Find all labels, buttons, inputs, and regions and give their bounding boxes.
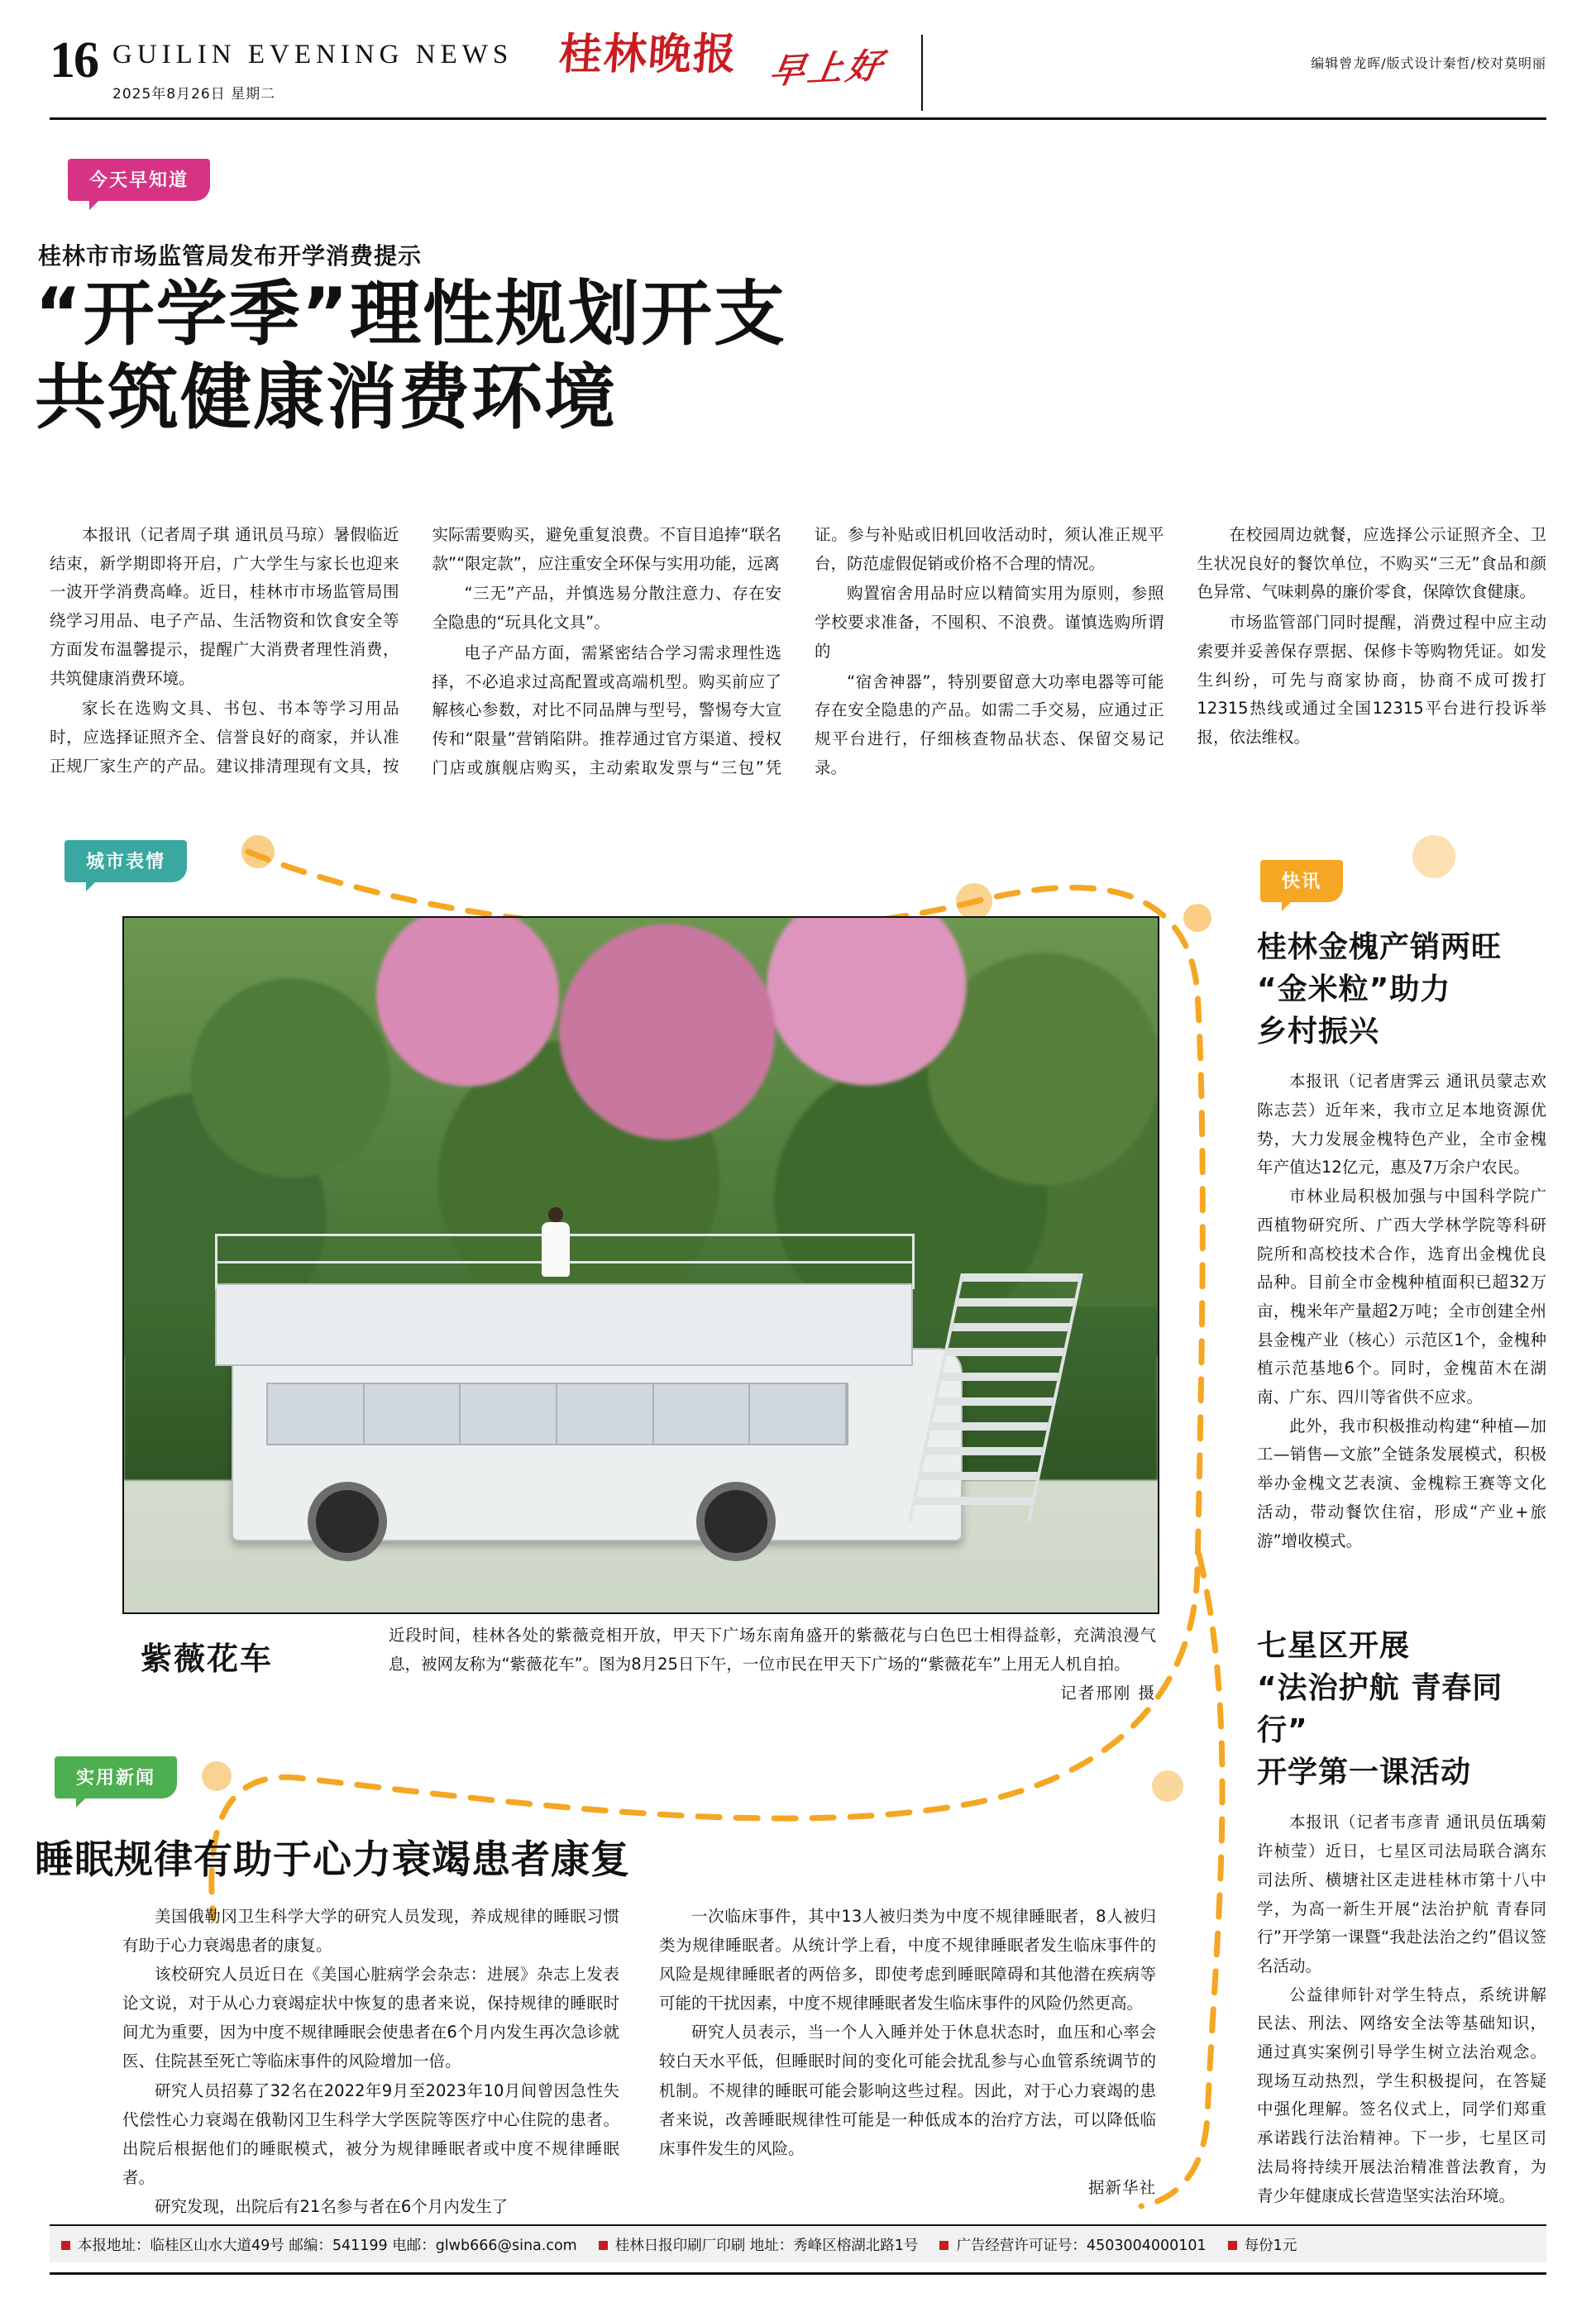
practical-paragraph: 一次临床事件，其中13人被归类为中度不规律睡眠者，8人被归类为规律睡眠者。从统计学上看，中度不规律睡眠者发生临床事件的风险是规律睡眠者的两倍多，即使考虑到睡眠障碍和其他潜在疾病等可能的干扰因素，中度不规律睡眠者发生临床事件的风险仍然更高。 (659, 1907, 1156, 2013)
lead-paragraph: 本报讯（记者周子琪 通讯员马琼）暑假临近结束，新学期即将开启，广大学生与家长也迎来一波开学消费高峰。近日，桂林市市场监管局围绕学习用品、电子产品、生活物资和饮食安全等方面发布温馨提示，提醒广大消费者理性消费，共筑健康消费环境。 (50, 525, 399, 688)
lead-paragraph: 市场监管部门同时提醒，消费过程中应主动索要并妥善保存票据、保修卡等购物凭证。如发生纠纷，可先与商家协商，协商不成可拨打12315热线或通过全国12315平台进行投诉举报，依法维权。 (1197, 613, 1546, 747)
masthead-divider (921, 35, 923, 111)
rail-story-1-headline-line-2: “金米粒”助力 (1257, 972, 1451, 1007)
photo-person-on-roof (542, 1207, 570, 1287)
rail-story-2-headline (1257, 1625, 1546, 1794)
masthead-english-title: GUILIN EVENING NEWS (112, 40, 514, 69)
section-tag-practical: 实用新闻 (55, 1756, 177, 1798)
masthead-credits-line: 编辑曾龙晖/版式设计秦哲/校对莫明丽 (1311, 55, 1546, 71)
lead-headline-line-1: “开学季”理性规划开支 (35, 273, 787, 356)
rail-story-1-headline-line-3: 乡村振兴 (1257, 1015, 1380, 1049)
rail-story-2-paragraph: 公益律师针对学生特点，系统讲解民法、刑法、网络安全法等基础知识，通过真实案例引导学生树立法治观念。现场互动热烈，学生积极提问，在答疑中强化理解。签名仪式上，同学们郑重承诺践行法治精神。下一步，七星区司法局将持续开展法治精准普法教育，为青少年健康成长营造坚实法治环境。 (1257, 1985, 1546, 2205)
photo-bus-wheel (696, 1482, 776, 1561)
city-photo (122, 916, 1159, 1614)
footer-item-text: 本报地址：临桂区山水大道49号 邮编：541199 电邮：glwb666@sina.com (78, 2237, 577, 2254)
rail-story-1-paragraph: 本报讯（记者唐霁云 通讯员蒙志欢 陈志芸）近年来，我市立足本地资源优势，大力发展金槐特色产业，全市金槐年产值达12亿元，惠及7万余户农民。 (1257, 1072, 1546, 1177)
footer-bar (50, 2224, 1546, 2262)
rail-story-2-body (1257, 1808, 1546, 2210)
footer-item (939, 2234, 1206, 2255)
lead-headline (35, 273, 1068, 441)
practical-paragraph: 研究人员表示，当一个人入睡并处于休息状态时，血压和心率会较白天水平低，但睡眠时间的变化可能会扰乱参与心血管系统调节的机制。不规律的睡眠可能会影响这些过程。因此，对于心力衰竭的患者来说，改善睡眠规律性可能是一种低成本的治疗方法，可以降低临床事件发生的风险。 (659, 2023, 1156, 2158)
lead-paragraph: “三无”产品，并慎选易分散注意力、存在安全隐患的“玩具化文具”。 (432, 584, 781, 633)
practical-body (122, 1902, 1156, 2221)
rail-story-1-headline (1257, 926, 1546, 1053)
practical-paragraph: 研究人员招募了32名在2022年9月至2023年10月间曾因急性失代偿性心力衰竭在俄勒冈卫生科学大学医院等医疗中心住院的患者。出院后根据他们的睡眠模式，被分为规律睡眠者或中度不规律睡眠者。 (122, 2080, 619, 2187)
page-number: 16 (50, 32, 98, 88)
masthead-logo: 桂林晚报 (557, 29, 740, 79)
footer-item (61, 2234, 577, 2255)
footer-item-text: 广告经营许可证号：4503004000101 (956, 2237, 1207, 2254)
masthead (50, 29, 1546, 120)
footer-item-text: 桂林日报印刷厂印刷 地址：秀峰区榕湖北路1号 (614, 2237, 919, 2254)
practical-paragraph: 美国俄勒冈卫生科学大学的研究人员发现，养成规律的睡眠习惯有助于心力衰竭患者的康复。 (122, 1907, 619, 1956)
rail-story-2-headline-line-1: 七星区开展 (1257, 1629, 1411, 1663)
footer-item-text: 每份1元 (1244, 2237, 1297, 2254)
photo-credit: 记者邢刚 摄 (1060, 1684, 1156, 1703)
photo-bus-windows (266, 1383, 848, 1445)
section-tag-flash: 快讯 (1260, 860, 1343, 902)
rail-story-2-headline-line-2: “法治护航 青春同行” (1257, 1671, 1503, 1748)
footer-rule (50, 2272, 1546, 2275)
lead-paragraph: 电子产品方面，需紧密结合学习需求理性选择，不必追求过高配置或高端机型。购买前应了解核心参数，对比不同品牌与型号，警惕夸大宣传和“限量”营销陷阱。推荐通过官方渠道、授权门店或旗舰店购买，主动索取发票与“三包”凭证。参与补贴或旧机回收活动时，须认准正规平台，防范虚假促销或价格不合理的情况。 (432, 525, 1164, 777)
rail-story-1-body (1257, 1068, 1546, 1555)
masthead-left (50, 32, 514, 103)
masthead-credits (1311, 35, 1546, 74)
practical-paragraph: 该校研究人员近日在《美国心脏病学会杂志：进展》杂志上发表论文说，对于从心力衰竭症状中恢复的患者来说，保持规律的睡眠时间尤为重要，因为中度不规律睡眠会使患者在6个月内发生再次急诊就医、住院甚至死亡等临床事件的风险增加一倍。 (122, 1965, 619, 2071)
rail-story-2-paragraph: 本报讯（记者韦彦青 通讯员伍瑀菊 许桢莹）近日，七星区司法局联合漓东司法所、横塘社区走进桂林市第十八中学，为高一新生开展“法治护航 青春同行”开学第一课暨“我赴法治之约”倡议签名活动。 (1257, 1813, 1546, 1975)
photo-bus-wheel (308, 1482, 387, 1561)
rail-story-1-headline-line-1: 桂林金槐产销两旺 (1257, 930, 1503, 964)
photo-flower-bus (232, 1348, 963, 1541)
lead-kicker: 桂林市市场监管局发布开学消费提示 (38, 242, 423, 270)
rail-story-1-paragraph: 市林业局积极加强与中国科学院广西植物研究所、广西大学林学院等科研院所和高校技术合作，选育出金槐优良品种。目前全市金槐种植面积已超32万亩，槐米年产量超2万吨；全市创建全州县金槐产业（核心）示范区1个，金槐种植示范基地6个。同时，金槐苗木在湖南、广东、四川等省供不应求。 (1257, 1187, 1546, 1407)
photo-caption-body (389, 1621, 1156, 1708)
rail-story-2 (1257, 1625, 1546, 2210)
practical-source: 据新华社 (1087, 2177, 1156, 2197)
footer-item (1228, 2234, 1297, 2255)
footer-item (599, 2234, 919, 2255)
section-tag-today: 今天早知道 (68, 159, 210, 201)
lead-body (50, 521, 1546, 782)
photo-caption-text: 近段时间，桂林各处的紫薇竞相开放，甲天下广场东南角盛开的紫薇花与白色巴士相得益彰，充满浪漫气息，被网友称为“紫薇花车”。图为8月25日下午，一位市民在甲天下广场的“紫薇花车”上用无人机自拍。 (389, 1626, 1156, 1674)
lead-headline-line-2: 共筑健康消费环境 (35, 356, 617, 440)
lead-paragraph: 购置宿舍用品时应以精简实用为原则，参照学校要求准备，不囤积、不浪费。谨慎选购所谓的 (815, 584, 1164, 661)
masthead-date: 2025年8月26日 星期二 (112, 86, 276, 103)
rail-story-1-paragraph: 此外，我市积极推动构建“种植—加工—销售—文旅”全链条发展模式，积极举办金槐文艺表演、金槐粽王赛等文化活动，带动餐饮住宿，形成“产业+旅游”增收模式。 (1257, 1416, 1546, 1550)
lead-paragraph: 家长在选购文具、书包、书本等学习用品时，应选择证照齐全、信誉良好的商家，并认准正规厂家生产的产品。建议排清理现有文具，按实际需要购买，避免重复浪费。不盲目追捧“联名款”“限定款”，应注重安全环保与实用功能，远离 (50, 525, 781, 776)
practical-headline: 睡眠规律有助于心力衰竭患者康复 (35, 1837, 630, 1883)
rail-story-2-headline-line-3: 开学第一课活动 (1257, 1755, 1472, 1790)
practical-paragraph: 研究发现，出院后有21名参与者在6个月内发生了 (155, 2196, 509, 2216)
section-tag-city: 城市表情 (65, 840, 187, 882)
lead-paragraph: 在校园周边就餐，应选择公示证照齐全、卫生状况良好的餐饮单位，不购买“三无”食品和颜色异常、气味刺鼻的廉价零食，保障饮食健康。 (1197, 525, 1546, 602)
masthead-slogan: 早上好 (767, 45, 889, 92)
photo-caption-title: 紫薇花车 (141, 1641, 274, 1677)
lead-paragraph: “宿舍神器”，特别要留意大功率电器等可能存在安全隐患的产品。如需二手交易，应通过正规平台进行，仔细核查物品状态、保留交易记录。 (815, 671, 1164, 777)
photo-bus-roof-deck (215, 1283, 913, 1366)
rail-story-1 (1257, 926, 1546, 1555)
